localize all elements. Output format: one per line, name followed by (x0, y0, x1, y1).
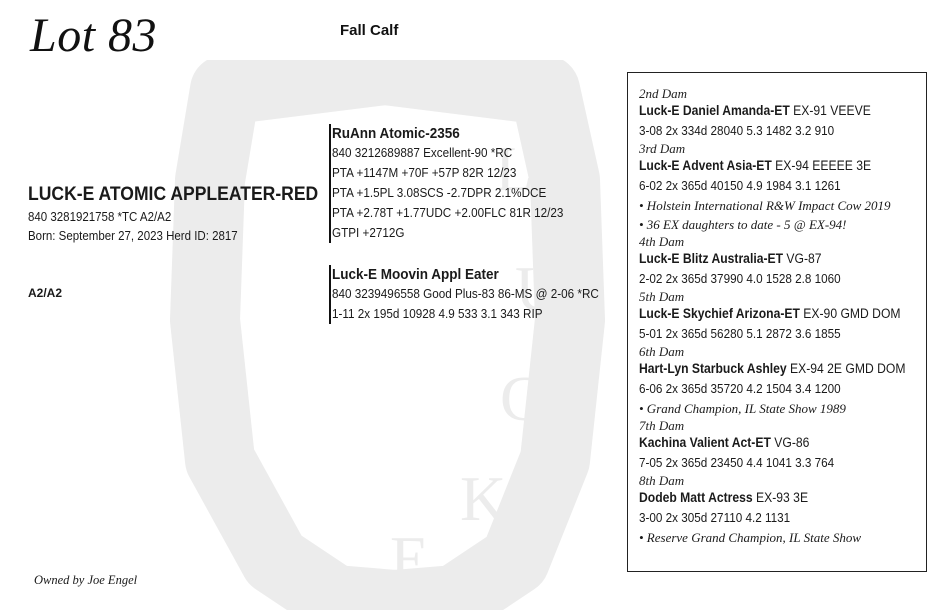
ancestor-record: 5-01 2x 365d 56280 5.1 2872 3.6 1855 (639, 326, 841, 341)
animal-born-line: Born: September 27, 2023 Herd ID: 2817 (28, 229, 238, 243)
animal-name: LUCK-E ATOMIC APPLEATER-RED (28, 183, 319, 205)
ancestor-classification: EX-91 VEEVE (793, 103, 871, 118)
ancestor-classification: EX-94 2E GMD DOM (790, 361, 906, 376)
generation-label: 6th Dam (639, 344, 685, 359)
generation-5 (639, 289, 926, 344)
dam-line: 1-11 2x 195d 10928 4.9 533 3.1 343 RIP (332, 306, 543, 321)
ancestor-classification: VG-87 (786, 251, 822, 266)
animal-info (28, 183, 350, 246)
sire-line: PTA +1.5PL 3.08SCS -2.7DPR 2.1%DCE (332, 185, 547, 200)
generation-label: 8th Dam (639, 473, 685, 488)
ancestor-name: Luck-E Advent Asia-ET (639, 158, 772, 173)
sire-line: PTA +1147M +70F +57P 82R 12/23 (332, 165, 517, 180)
generation-label: 2nd Dam (639, 86, 688, 101)
sire-name: RuAnn Atomic-2356 (332, 125, 460, 142)
generation-label: 3rd Dam (639, 141, 686, 156)
ancestor-name-line (639, 304, 901, 324)
ancestor-name-line (639, 156, 897, 176)
generation-3 (639, 141, 926, 234)
ancestor-record: 3-08 2x 334d 28040 5.3 1482 3.2 910 (639, 123, 835, 138)
ancestor-record: 3-00 2x 305d 27110 4.2 1131 (639, 510, 791, 525)
ancestor-name-line (639, 359, 906, 379)
dam-name: Luck-E Moovin Appl Eater (332, 266, 499, 283)
sire-line: 840 3212689887 Excellent-90 *RC (332, 145, 513, 160)
ancestor-record: 6-02 2x 365d 40150 4.9 1984 3.1 1261 (639, 178, 841, 193)
ancestor-record: 7-05 2x 365d 23450 4.4 1041 3.3 764 (639, 455, 835, 470)
owner-credit: Owned by Joe Engel (34, 573, 138, 587)
sire-block (329, 124, 589, 243)
sire-line: PTA +2.78T +1.77UDC +2.00FLC 81R 12/23 (332, 205, 564, 220)
ancestor-record: 2-02 2x 365d 37990 4.0 1528 2.8 1060 (639, 271, 841, 286)
ancestor-name: Luck-E Skychief Arizona-ET (639, 306, 800, 321)
generation-label: 4th Dam (639, 234, 685, 249)
sire-line: GTPI +2712G (332, 225, 405, 240)
generation-label: 5th Dam (639, 289, 685, 304)
ancestor-name-line (639, 488, 897, 508)
ancestor-name-line (639, 249, 897, 269)
watermark-letter: E (390, 523, 430, 594)
ancestor-note: • Holstein International R&W Impact Cow 2019 (639, 198, 891, 213)
ancestor-note: • Grand Champion, IL State Show 1989 (639, 401, 846, 416)
ancestor-note: • 36 EX daughters to date - 5 @ EX-94! (639, 217, 847, 232)
ancestor-name: Luck-E Blitz Australia-ET (639, 251, 784, 266)
ancestor-note: • Reserve Grand Champion, IL State Show (639, 530, 862, 545)
lot-title: Lot 83 (30, 9, 158, 62)
ancestor-name-line (639, 433, 897, 453)
lot-category: Fall Calf (340, 22, 399, 39)
ancestor-classification: EX-94 EEEEE 3E (775, 158, 872, 173)
ancestor-name: Kachina Valient Act-ET (639, 435, 771, 450)
generation-8 (639, 473, 926, 547)
ancestor-classification: EX-90 GMD DOM (803, 306, 901, 321)
dam-block (329, 265, 629, 324)
generation-4 (639, 234, 926, 289)
ancestor-classification: EX-93 3E (756, 490, 809, 505)
ancestor-name: Luck-E Daniel Amanda-ET (639, 103, 790, 118)
maternal-line-box (627, 72, 927, 572)
generation-6 (639, 344, 926, 418)
generation-label: 7th Dam (639, 418, 685, 433)
watermark-letter: L (495, 133, 535, 204)
watermark-letter: K (460, 463, 507, 534)
ancestor-name: Hart-Lyn Starbuck Ashley (639, 361, 787, 376)
watermark-letter: U (515, 253, 562, 324)
ancestor-name: Dodeb Matt Actress (639, 490, 753, 505)
ancestor-classification: VG-86 (774, 435, 810, 450)
generation-7 (639, 418, 926, 473)
genomic-tag: A2/A2 (28, 286, 63, 300)
ancestor-record: 6-06 2x 365d 35720 4.2 1504 3.4 1200 (639, 381, 841, 396)
ancestor-name-line (639, 101, 897, 121)
watermark-letter: C (500, 363, 543, 434)
dam-line: 840 3239496558 Good Plus-83 86-MS @ 2-06 *RC (332, 286, 599, 301)
generation-2 (639, 86, 926, 141)
animal-id-line: 840 3281921758 *TC A2/A2 (28, 210, 172, 224)
